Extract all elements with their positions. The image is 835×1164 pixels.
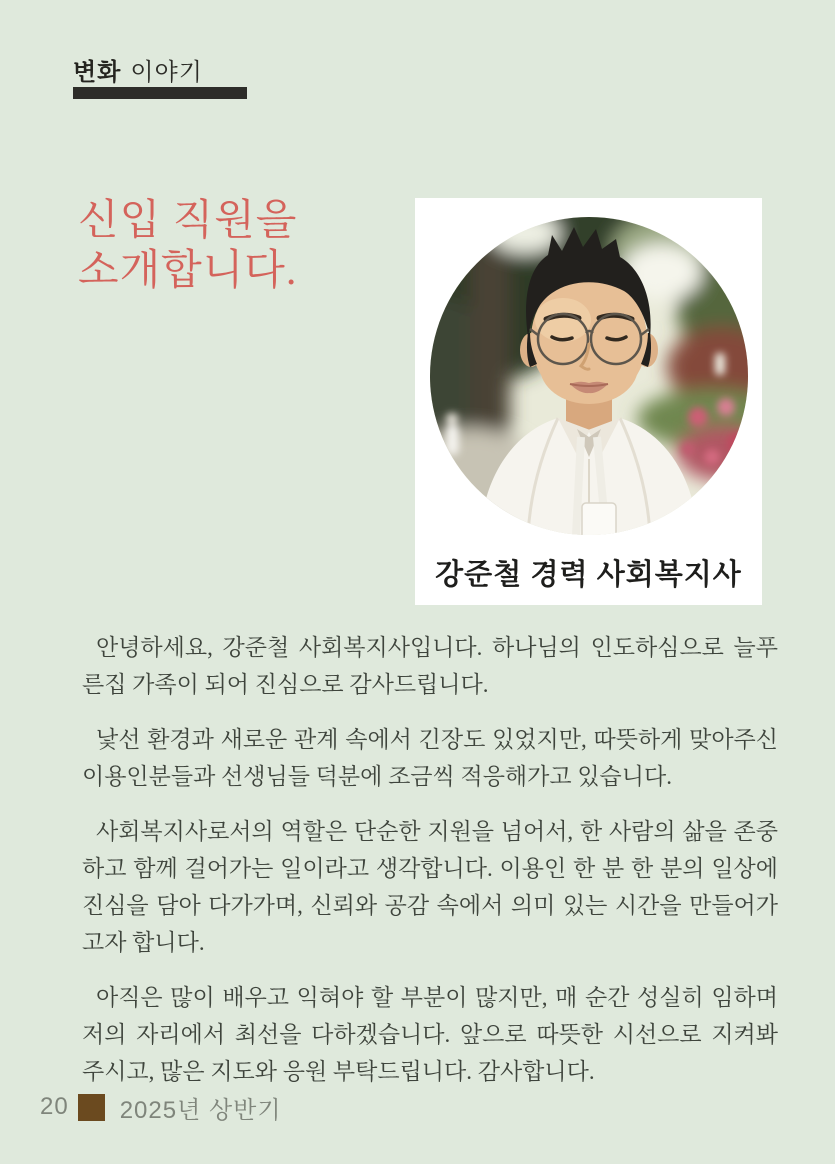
article-body <box>82 629 778 1108</box>
photo-caption: 강준철 경력 사회복지사 <box>435 559 742 591</box>
portrait-photo-illustration <box>430 217 748 535</box>
portrait-photo <box>430 217 748 535</box>
category-label-rest: 이야기 <box>130 59 203 86</box>
paragraph: 사회복지사로서의 역할은 단순한 지원을 넘어서, 한 사람의 삶을 존중하고 함께 걸어가는 일이라고 생각합니다. 이용인 한 분 한 분의 일상에 진심을 담아 다가가며, 신뢰와 공감 속에서 의미 있는 시간을 만들어가고자 합니다. <box>82 819 778 955</box>
id-badge <box>582 503 616 535</box>
page-title-line-1: 신입 직원을 <box>78 198 298 244</box>
category-underline-bar <box>73 87 247 99</box>
category-label-bold: 변화 <box>73 59 122 86</box>
page-title-line-2: 소개합니다. <box>78 248 298 294</box>
section-category <box>73 52 203 87</box>
paragraph: 낯선 환경과 새로운 관계 속에서 긴장도 있었지만, 따뜻하게 맞아주신 이용인분들과 선생님들 덕분에 조금씩 적응해가고 있습니다. <box>82 727 778 789</box>
paragraph: 안녕하세요, 강준철 사회복지사입니다. 하나님의 인도하심으로 늘푸른집 가족이 되어 진심으로 감사드립니다. <box>82 635 778 697</box>
issue-label: 2025년 상반기 <box>119 1096 282 1124</box>
page-title <box>78 196 297 296</box>
profile-card <box>415 198 762 605</box>
page-number: 20 <box>40 1093 69 1120</box>
footer-square-icon <box>78 1094 105 1121</box>
paragraph: 아직은 많이 배우고 익혀야 할 부분이 많지만, 매 순간 성실히 임하며 저의 자리에서 최선을 다하겠습니다. 앞으로 따뜻한 시선으로 지켜봐 주시고, 많은 지도와 응원 부탁드립니다. 감사합니다. <box>82 985 778 1084</box>
page-footer <box>40 1092 282 1122</box>
